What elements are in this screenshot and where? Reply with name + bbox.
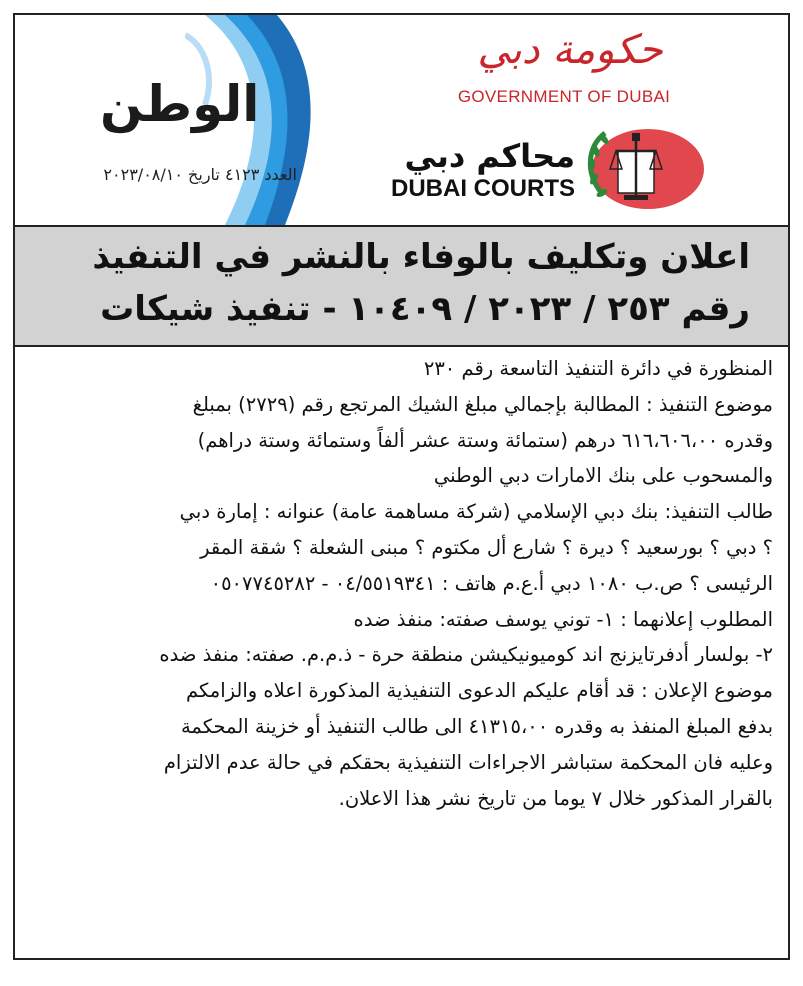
body-line: ٢- بولسار أدفرتايزنج اند كوميونيكيشن منطقة حرة - ذ.م.م. صفته: منفذ ضده [159,643,773,667]
courts-english-name: DUBAI COURTS [391,175,575,202]
body-line: وقدره ٦١٦،٦٠٦،٠٠ درهم (ستمائة وستة عشر ألفاً وستمائة وستة دراهم) [197,428,773,452]
government-arabic-logo: حكومة دبي [477,27,663,73]
body-line: موضوع التنفيذ : المطالبة بإجمالي مبلغ الشيك المرتجع رقم (٢٧٢٩) بمبلغ [192,392,773,416]
header [15,15,788,225]
announcement-body [29,351,773,816]
government-english-logo: GOVERNMENT OF DUBAI [457,87,671,106]
body-line: بدفع المبلغ المنفذ به وقدره ٤١٣١٥،٠٠ الى طالب التنفيذ أو خزينة المحكمة [180,714,773,738]
body-line: المنظورة في دائرة التنفيذ التاسعة رقم ٢٣٠ [423,357,773,380]
advertisement-frame [13,13,790,960]
body-line: المطلوب إعلانهما : ١- توني يوسف صفته: منفذ ضده [353,607,773,631]
title-line-1: اعلان وتكليف بالوفاء بالنشر في التنفيذ [92,237,750,277]
body-line: بالقرار المذكور خلال ٧ يوما من تاريخ نشر هذا الاعلان. [338,786,773,810]
announcement-title-band [15,225,788,347]
courts-arabic-name: محاكم دبي [404,137,575,175]
dubai-courts-emblem-icon [580,121,705,216]
title-line-2: رقم ٢٥٣ / ٢٠٢٣ / ١٠٤٠٩ - تنفيذ شيكات [100,289,750,329]
body-line: الرئيسى ؟ ص.ب ١٠٨٠ دبي أ.ع.م هاتف : ٠٤/٥٥١٩٣٤١ - ٠٥٠٧٧٤٥٢٨٢ [210,571,773,595]
body-line: طالب التنفيذ: بنك دبي الإسلامي (شركة مساهمة عامة) عنوانه : إمارة دبي [179,500,773,524]
body-line: والمسحوب على بنك الامارات دبي الوطني [433,464,773,488]
body-line: وعليه فان المحكمة ستباشر الاجراءات التنفيذية بحقكم في حالة عدم الالتزام [163,750,773,774]
newspaper-logo: الوطن [100,75,260,133]
body-line: ؟ دبي ؟ بورسعيد ؟ ديرة ؟ شارع أل مكتوم ؟ مبنى الشعلة ؟ شقة المقر [200,535,773,559]
issue-date: العدد ٤١٢٣ تاريخ ٢٠٢٣/٠٨/١٠ [103,165,297,184]
body-line: موضوع الإعلان : قد أقام عليكم الدعوى التنفيذية المذكورة اعلاه والزامكم [186,679,773,703]
